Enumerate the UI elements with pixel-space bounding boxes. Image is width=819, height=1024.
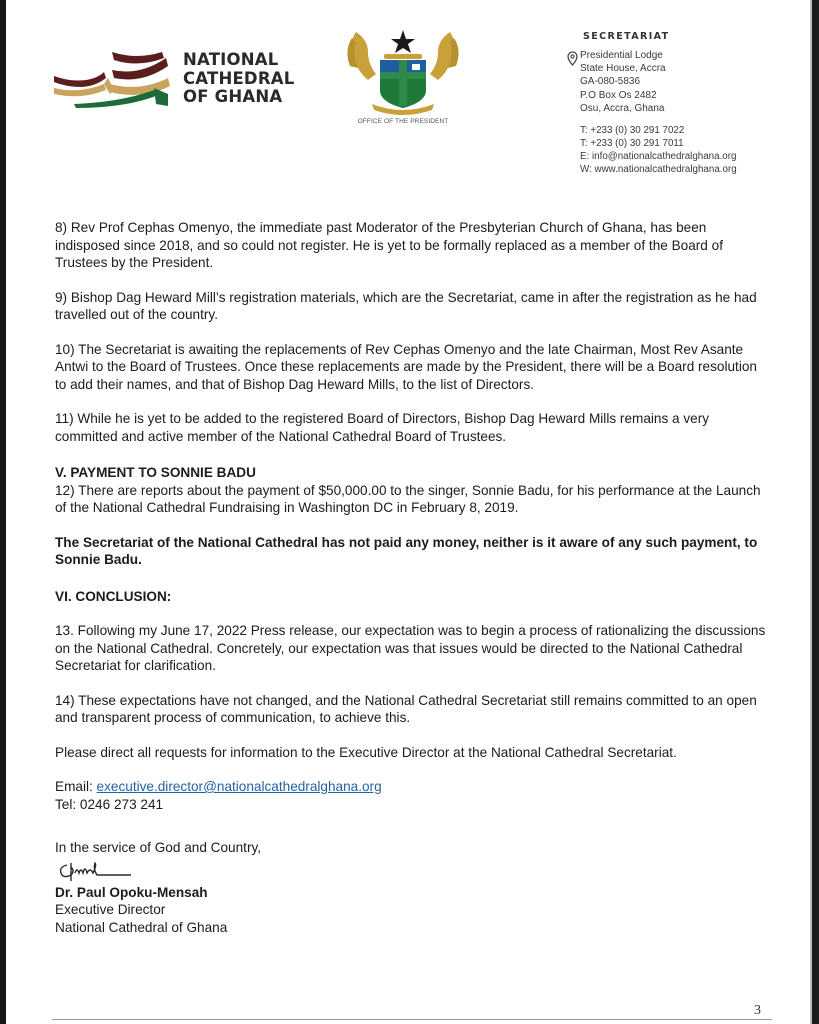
logo-line-national: NATIONAL bbox=[183, 50, 279, 69]
paragraph-11: 11) While he is yet to be added to the registered Board of Directors, Bishop Dag Heward Mills remains a very committed and active member of the National Cathedral Board of Trustees. bbox=[55, 411, 710, 444]
section-heading-conclusion: VI. CONCLUSION: bbox=[55, 588, 172, 604]
section-heading-payment: V. PAYMENT TO SONNIE BADU bbox=[55, 465, 256, 480]
ghana-coat-of-arms bbox=[338, 24, 468, 134]
right-frame-edge bbox=[812, 0, 819, 1024]
address-line: State House, Accra bbox=[580, 63, 666, 75]
left-frame-edge bbox=[0, 0, 6, 1024]
payment-statement: The Secretariat of the National Cathedral has not paid any money, neither is it aware of any such payment, to Sonnie Badu. bbox=[55, 534, 758, 567]
address-line: Osu, Accra, Ghana bbox=[580, 102, 665, 114]
location-pin-icon bbox=[567, 51, 578, 66]
email-contact bbox=[55, 778, 770, 796]
phone-line-2: T: +233 (0) 30 291 7011 bbox=[580, 138, 684, 150]
paragraph-14: 14) These expectations have not changed, and the National Cathedral Secretariat still remains committed to an open and transparent process of communication, to achieve this. bbox=[55, 692, 757, 725]
closing-line: In the service of God and Country, bbox=[55, 840, 262, 855]
website-line: W: www.nationalcathedralghana.org bbox=[580, 164, 737, 176]
secretariat-title: SECRETARIAT bbox=[583, 31, 670, 42]
paragraph-9: 9) Bishop Dag Heward Mill’s registration materials, which are the Secretariat, came in after the registration as he had travelled out of the country. bbox=[55, 289, 757, 322]
paragraph-10: 10) The Secretariat is awaiting the replacements of Rev Cephas Omenyo and the late Chairman, Most Rev Asante Antwi to the Board of Trustees. Once these replacements are made by the President, there will be a Board resolution to add their names, and that of Bishop Dag Heward Mills, to the list of Directors. bbox=[55, 341, 757, 392]
signer-organization: National Cathedral of Ghana bbox=[55, 919, 228, 935]
letter-body bbox=[55, 219, 770, 936]
crest-caption: OFFICE OF THE PRESIDENT bbox=[357, 118, 449, 125]
cathedral-logo-icon bbox=[52, 48, 180, 110]
secretariat-contacts bbox=[580, 124, 737, 176]
address-line: P.O Box Os 2482 bbox=[580, 89, 657, 101]
signer-name: Dr. Paul Opoku-Mensah bbox=[55, 884, 208, 900]
signer-title: Executive Director bbox=[55, 902, 166, 917]
coat-of-arms-icon bbox=[338, 24, 468, 118]
page-number: 3 bbox=[754, 1003, 761, 1018]
email-label: Email: bbox=[55, 779, 97, 794]
email-line: E: info@nationalcathedralghana.org bbox=[580, 151, 737, 163]
secretariat-address-block bbox=[580, 31, 737, 176]
national-cathedral-logo bbox=[52, 48, 295, 112]
paragraph-13: 13. Following my June 17, 2022 Press release, our expectation was to begin a process of rationalizing the discussions on the National Cathedral. Concretely, our expectation was that issues would be directed to the National Cathedral Secretariat for clarification. bbox=[55, 623, 766, 673]
paragraph-12: 12) There are reports about the payment of $50,000.00 to the singer, Sonnie Badu, for his performance at the Launch of the National Cathedral Fundraising in Washington DC in February 8, 2019. bbox=[55, 482, 761, 515]
direct-requests-text: Please direct all requests for information to the Executive Director at the National Cathedral Secretariat. bbox=[55, 744, 677, 760]
secretariat-address bbox=[580, 49, 737, 115]
logo-wordmark bbox=[183, 51, 294, 107]
phone-line-1: T: +233 (0) 30 291 7022 bbox=[580, 125, 685, 137]
address-line: GA-080-5836 bbox=[580, 76, 641, 88]
telephone-contact: Tel: 0246 273 241 bbox=[55, 796, 164, 812]
paragraph-8: 8) Rev Prof Cephas Omenyo, the immediate past Moderator of the Presbyterian Church of Ghana, has been indisposed since 2018, and so could not register. He is yet to be formally replaced as a member of the Board of Trustees by the President. bbox=[55, 220, 723, 270]
signature-icon bbox=[57, 859, 137, 883]
logo-line-of-ghana: OF GHANA bbox=[183, 87, 283, 106]
email-link[interactable]: executive.director@nationalcathedralghana.org bbox=[96, 779, 382, 794]
logo-line-cathedral: CATHEDRAL bbox=[183, 68, 295, 88]
footer-rule bbox=[52, 1019, 772, 1020]
address-line: Presidential Lodge bbox=[580, 50, 663, 61]
